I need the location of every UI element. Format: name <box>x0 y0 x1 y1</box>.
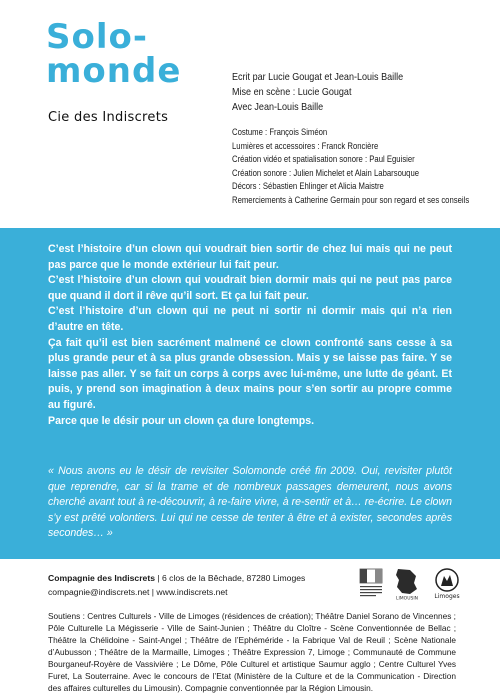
story-text <box>48 242 452 429</box>
credit-line: Remerciements à Catherine Germain pour son regard et ses conseils <box>232 194 470 205</box>
footer-contact[interactable]: compagnie@indiscrets.net | www.indiscrets.net <box>48 587 228 597</box>
supporters-text: Soutiens : Centres Culturels - Ville de Limoges (résidences de création); Théâtre Daniel Sorano de Vincennes ; Pôle Culturelle La Mégisserie - Ville de Saint-Junien ; Théâtre du Cloître - Scène Conventionnée de Bellac ; Théâtre la Chélidoine - Saint-Angel ; Théâtre de l’Ephéméride - la Fabrique Val de Reuil ; Scène Nationale d’Aubusson ; Théâtre de la Marmaille, Limoges ; Théâtre Expression 7, Limoge ; Communauté de Commune Bourganeuf-Royère de Vassivière ; Le Dôme, Pôle Culturel et artistique Saumur agglo ; Centre Culturel Yves Furet, La Souterraine. Avec le concours de l’Etat (Ministère de la Culture et de la Communication - Direction des affaires culturelles du Limousin). Compagnie conventionnée par la Région Limousin. <box>48 611 456 693</box>
show-title <box>46 17 182 91</box>
limoges-logo-text: Limoges <box>434 593 460 600</box>
credit-line: Décors : Sébastien Ehlinger et Alicia Maistre <box>232 181 384 191</box>
story-paragraph: Ça fait qu’il est bien sacrément malmené ce clown confronté sans cesse à sa plus grande peur et à sa plus grande obsession. Mais y se laisse pas faire. Y se laisse pas aller. Y se fait un corps à corps avec lui-même, une lutte de géant. Et puis, y prend son imagination à deux mains pour s’en sortir au propre comme au figuré. <box>48 336 452 411</box>
story-paragraph: C’est l’histoire d’un clown qui voudrait bien sortir de chez lui mais qui ne peut pas parce que le monde extérieur lui fait peur. <box>48 243 452 271</box>
sponsor-logos <box>356 567 476 601</box>
story-paragraph: C’est l’histoire d’un clown qui voudrait bien dormir mais qui ne peut pas parce que quand il dort il rêve qu’il sort. Et ça lui fait peur. <box>48 274 452 302</box>
show-title-line2: monde <box>46 51 182 91</box>
credit-line: Lumières et accessoires : Franck Roncière <box>232 140 379 151</box>
story-section <box>0 228 500 559</box>
credit-line: Mise en scène : Lucie Gougat <box>232 86 352 98</box>
credit-line: Création sonore : Julien Michelet et Alain Labarsouque <box>232 167 420 178</box>
footer-company-name: Compagnie des Indiscrets <box>48 573 155 583</box>
footer-address: | 6 clos de la Bêchade, 87280 Limoges <box>154 573 306 583</box>
company-name: Cie des Indiscrets <box>48 110 169 125</box>
republique-francaise-logo <box>356 567 386 601</box>
footer-section <box>0 559 500 700</box>
header-section <box>0 0 500 228</box>
credits-main <box>232 70 431 115</box>
credit-line: Avec Jean-Louis Baille <box>232 101 324 113</box>
contact-info <box>48 571 305 599</box>
story-paragraph: C’est l’histoire d’un clown qui ne peut ni sortir ni dormir mais qui n’a rien d’autre en tête. <box>48 305 452 333</box>
show-title-line1: Solo- <box>46 17 148 57</box>
limousin-region-logo <box>390 567 424 601</box>
credits-technical <box>232 126 500 207</box>
limoges-city-logo <box>430 567 464 601</box>
credit-line: Création vidéo et spatialisation sonore : Paul Eguisier <box>232 154 415 164</box>
credit-line: Costume : François Siméon <box>232 127 328 137</box>
director-quote: « Nous avons eu le désir de revisiter Solomonde créé fin 2009. Oui, revisiter plutôt que reprendre, car si la trame et de nombreux passages demeurent, nous avons cherché avant tout à re-découvrir, à re-faire vivre, à re-sentir et à… re-écrire. Le clown s’y est prêté volontiers. Lui qui ne cesse de tenter à être et à exister, secondes après secondes… » <box>48 465 452 540</box>
limousin-logo-text: LIMOUSIN <box>395 596 419 601</box>
credit-line: Ecrit par Lucie Gougat et Jean-Louis Baille <box>232 71 404 83</box>
story-paragraph: Parce que le désir pour un clown ça dure longtemps. <box>48 414 315 427</box>
